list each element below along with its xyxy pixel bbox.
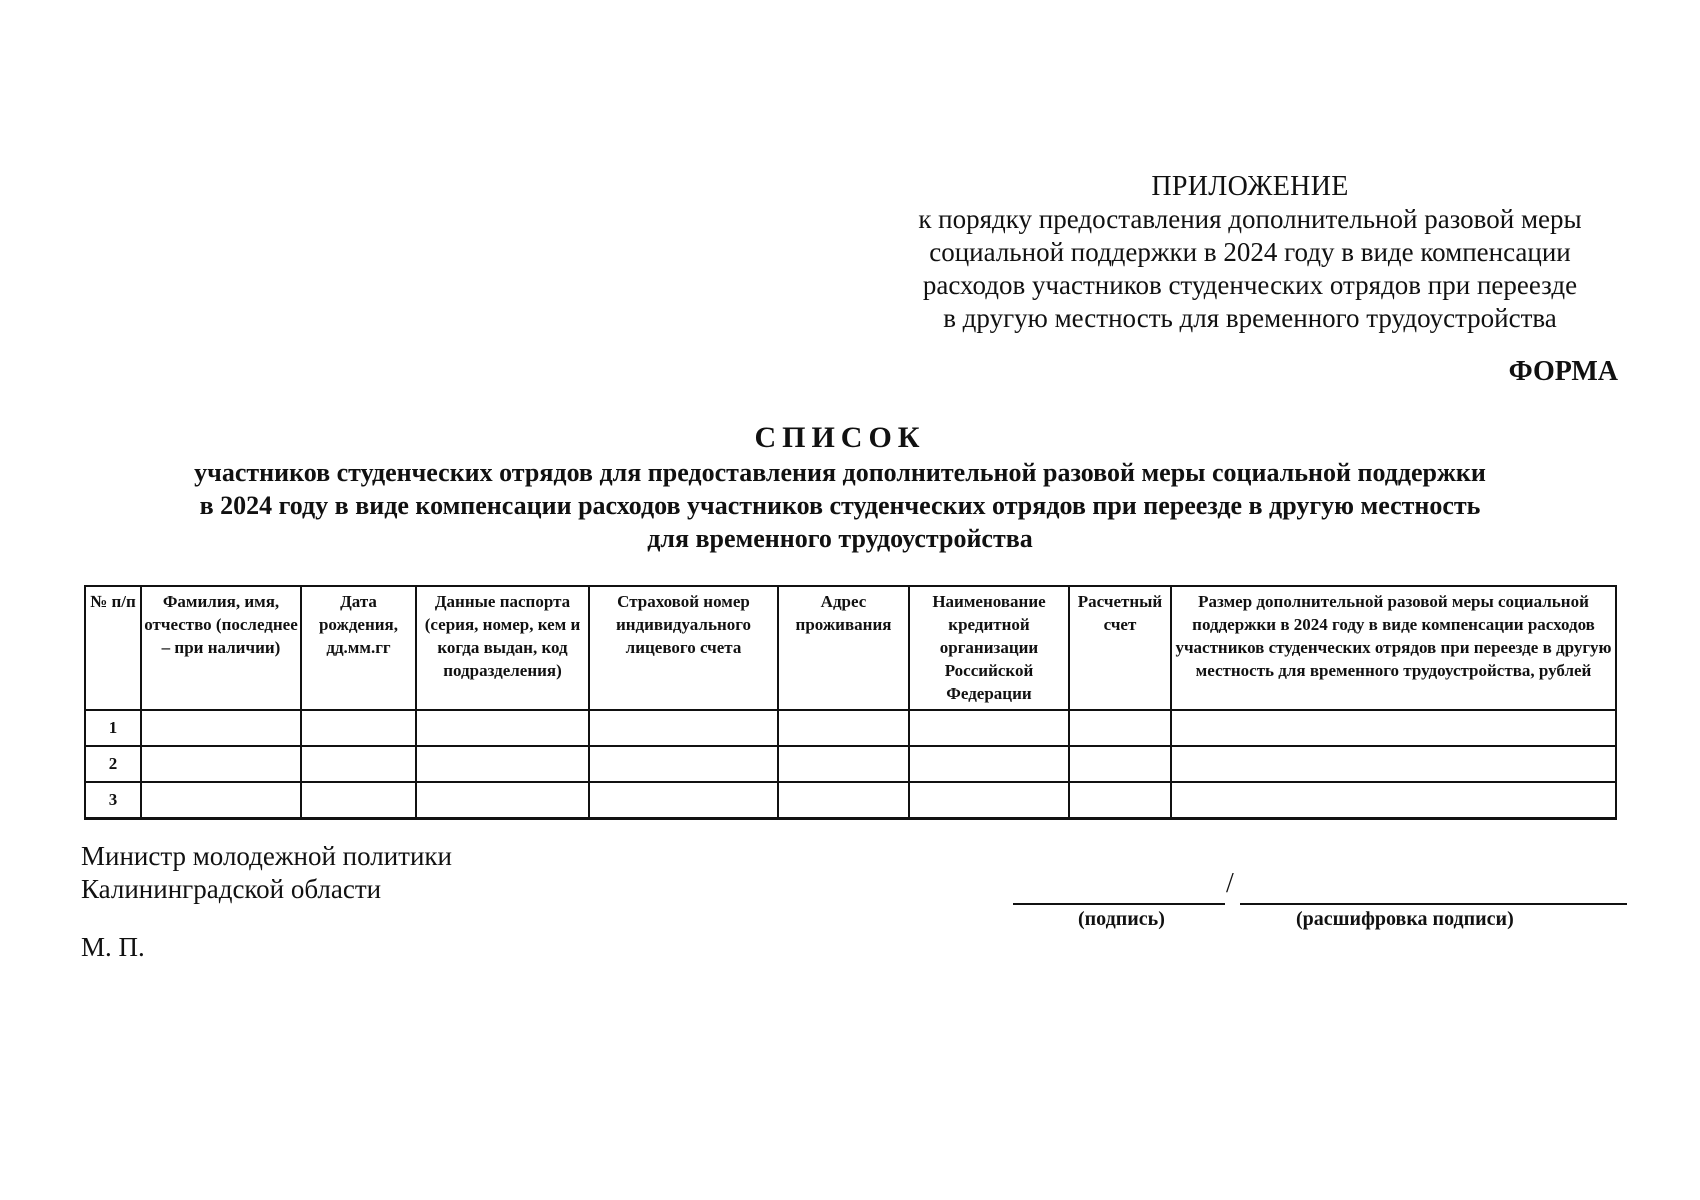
cell-snils — [589, 782, 778, 819]
cell-account — [1069, 746, 1171, 782]
participants-table — [84, 585, 1617, 820]
col-header-birth-date: Дата рождения, дд.мм.гг — [301, 586, 416, 710]
col-header-bank: Наименование кредитной организации Российской Федерации — [909, 586, 1069, 710]
cell-passport — [416, 782, 589, 819]
list-subtitle-line: для временного трудоустройства — [647, 524, 1033, 553]
col-header-amount: Размер дополнительной разовой меры социальной поддержки в 2024 году в виде компенсации расходов участников студенческих отрядов при переезде в другую местность для временного трудоустройства, рублей — [1171, 586, 1616, 710]
appendix-block — [860, 170, 1640, 335]
cell-snils — [589, 710, 778, 746]
stamp-placeholder: М. П. — [81, 932, 145, 962]
appendix-line: расходов участников студенческих отрядов при переезде — [922, 270, 1578, 300]
cell-full-name — [141, 782, 301, 819]
signature-decoding-caption: (расшифровка подписи) — [1296, 908, 1514, 930]
appendix-line: к порядку предоставления дополнительной разовой меры — [918, 204, 1582, 234]
cell-account — [1069, 710, 1171, 746]
col-header-snils: Страховой номер индивидуального лицевого счета — [589, 586, 778, 710]
signature-caption: (подпись) — [1078, 908, 1165, 930]
appendix-title: ПРИЛОЖЕНИЕ — [1151, 171, 1349, 202]
signer-position: Министр молодежной политики — [81, 841, 452, 871]
col-header-full-name: Фамилия, имя, отчество (последнее – при наличии) — [141, 586, 301, 710]
cell-birth-date — [301, 746, 416, 782]
cell-address — [778, 710, 909, 746]
col-header-passport: Данные паспорта (серия, номер, кем и когда выдан, код подразделения) — [416, 586, 589, 710]
cell-amount — [1171, 782, 1616, 819]
cell-bank — [909, 746, 1069, 782]
cell-amount — [1171, 710, 1616, 746]
signer-block — [81, 840, 452, 906]
row-number: 1 — [85, 710, 141, 746]
cell-birth-date — [301, 782, 416, 819]
col-header-account: Расчетный счет — [1069, 586, 1171, 710]
form-label: ФОРМА — [1508, 356, 1618, 387]
list-subtitle-line: участников студенческих отрядов для предоставления дополнительной разовой меры социальной поддержки — [194, 458, 1486, 487]
table-row — [85, 746, 1616, 782]
cell-full-name — [141, 746, 301, 782]
cell-snils — [589, 746, 778, 782]
cell-bank — [909, 710, 1069, 746]
appendix-line: социальной поддержки в 2024 году в виде компенсации — [929, 237, 1571, 267]
table-row — [85, 710, 1616, 746]
cell-birth-date — [301, 710, 416, 746]
signature-slash: / — [1226, 868, 1234, 899]
cell-address — [778, 782, 909, 819]
cell-account — [1069, 782, 1171, 819]
cell-address — [778, 746, 909, 782]
col-header-number: № п/п — [85, 586, 141, 710]
col-header-address: Адрес проживания — [778, 586, 909, 710]
cell-amount — [1171, 746, 1616, 782]
appendix-line: в другую местность для временного трудоустройства — [943, 303, 1557, 333]
signature-line — [1013, 903, 1225, 905]
signer-region: Калининградской области — [81, 874, 382, 904]
row-number: 2 — [85, 746, 141, 782]
table-row — [85, 782, 1616, 819]
cell-bank — [909, 782, 1069, 819]
list-subtitle-line: в 2024 году в виде компенсации расходов участников студенческих отрядов при переезде в другую местность — [199, 491, 1481, 520]
list-heading: СПИСОК — [754, 421, 926, 454]
cell-passport — [416, 746, 589, 782]
list-title-block — [80, 420, 1600, 555]
cell-full-name — [141, 710, 301, 746]
row-number: 3 — [85, 782, 141, 819]
table-header-row — [85, 586, 1616, 710]
signature-decoding-line — [1240, 903, 1627, 905]
cell-passport — [416, 710, 589, 746]
